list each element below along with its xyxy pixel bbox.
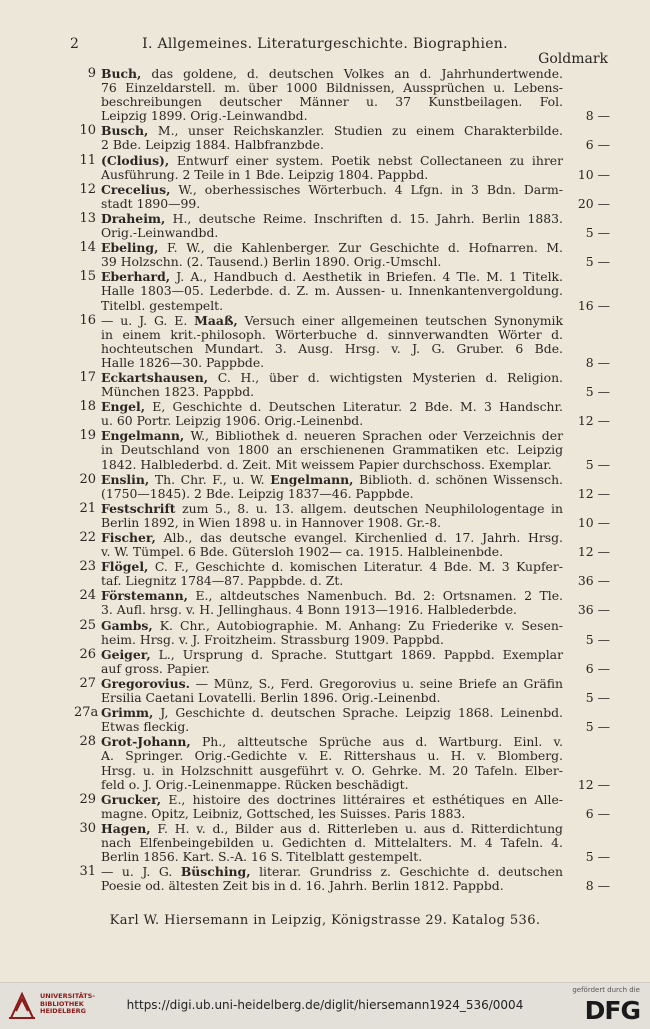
entry-author: Grot-Johann, (101, 734, 191, 750)
catalog-entry (0, 735, 650, 791)
entry-line (101, 385, 563, 399)
entry-line (101, 648, 563, 662)
entry-description: Titelbl. gestempelt. (101, 297, 224, 313)
catalog-entry (0, 619, 650, 647)
catalog-entry (0, 67, 650, 123)
entry-line (101, 138, 563, 152)
viewer-bar (0, 982, 650, 1029)
entry-text (101, 560, 563, 588)
entry-price: 12 — (577, 413, 610, 429)
entry-line (101, 284, 563, 298)
entry-line (101, 328, 563, 342)
entry-line (101, 270, 563, 284)
entry-price: 36 — (577, 602, 610, 618)
entry-line (101, 81, 563, 95)
entry-line (101, 662, 563, 676)
entry-description: 76 Einzeldarstell. m. über 1000 Bildnissen, Aussprüchen u. Lebens- (101, 80, 563, 96)
entry-description: in Deutschland von 1800 an erschienenen Grammatiken etc. Leipzig (101, 442, 563, 458)
entry-description: Alb., das deutsche evangel. Kirchenlied d. 17. Jahrh. Hrsg. (155, 530, 563, 545)
entry-author: Gregorovius. (101, 675, 190, 691)
entry-description: — u. J. G. (101, 864, 181, 880)
entry-line (101, 299, 563, 313)
entry-number: 16 (79, 312, 96, 328)
entry-description: H., deutsche Reime. Inschriften d. 15. Jahrh. Berlin 1883. (165, 210, 563, 226)
entry-price: 36 — (577, 573, 610, 589)
entry-description: Ph., altteutsche Sprüche aus d. Wartburg. Einl. v. (190, 734, 563, 750)
entry-description: v. W. Tümpel. 6 Bde. Gütersloh 1902— ca. 1915. Halbleinenbde. (101, 544, 504, 560)
entry-number: 26 (79, 646, 96, 662)
catalog-entry (0, 241, 650, 269)
entry-description: E., histoire des doctrines littéraires et esthétiques en Alle- (161, 791, 563, 807)
entry-text (101, 241, 563, 269)
running-title: I. Allgemeines. Literaturgeschichte. Biographien. (142, 36, 508, 52)
entry-description: C. H., über d. wichtigsten Mysterien d. Religion. (208, 369, 563, 385)
entry-price: 12 — (577, 544, 610, 560)
entry-description: W., Bibliothek d. neueren Sprachen oder Verzeichnis der (184, 428, 563, 444)
entry-text (101, 314, 563, 370)
entry-author: Geiger, (101, 646, 151, 662)
entry-line (101, 720, 563, 734)
entry-author: Draheim, (101, 210, 166, 226)
entry-description: E., altdeutsches Namenbuch. Bd. 2: Ortsnamen. 2 Tle. (187, 588, 563, 604)
entry-number: 30 (79, 820, 96, 836)
catalog-entry (0, 371, 650, 399)
entry-description: zum 5., 8. u. 13. allgem. deutschen Neuphilologentage in (175, 500, 563, 516)
logo-line-1: UNIVERSITÄTS- (40, 992, 95, 1000)
entry-number: 14 (79, 240, 96, 256)
entry-price: 10 — (577, 166, 610, 182)
entry-description: 39 Holzschn. (2. Tausend.) Berlin 1890. Orig.-Umschl. (101, 254, 442, 270)
entry-number: 24 (79, 588, 96, 604)
entry-author: Festschrift (101, 500, 176, 516)
entry-text (101, 589, 563, 617)
entry-price: 5 — (585, 456, 610, 472)
entry-line (101, 371, 563, 385)
entry-price: 16 — (577, 297, 610, 313)
entry-price: 6 — (585, 137, 610, 153)
entry-number: 12 (79, 181, 96, 197)
entry-description: (1750—1845). 2 Bde. Leipzig 1837—46. Pappbde. (101, 485, 414, 501)
entry-price: 8 — (585, 354, 610, 370)
entry-number: 23 (79, 559, 96, 575)
entry-text (101, 270, 563, 312)
catalog-entry (0, 183, 650, 211)
entry-author: Hagen, (101, 820, 151, 836)
entry-text (101, 735, 563, 791)
entry-line (101, 865, 563, 879)
entry-text (101, 865, 563, 893)
entry-description: L., Ursprung d. Sprache. Stuttgart 1869. Pappbd. Exemplar (150, 646, 563, 662)
entry-line (101, 502, 563, 516)
entry-description: u. 60 Portr. Leipzig 1906. Orig.-Leinenbd. (101, 413, 364, 429)
entry-line (101, 400, 563, 414)
entry-author: Maaß, (194, 312, 238, 328)
entry-description: Ersilia Caetani Lovatelli. Berlin 1896. Orig.-Leinenbd. (101, 690, 441, 706)
entry-description: Ausführung. 2 Teile in 1 Bde. Leipzig 1804. Pappbd. (101, 166, 429, 182)
catalog-entry (0, 429, 650, 471)
entry-line (101, 589, 563, 603)
entry-description: K. Chr., Autobiographie. M. Anhang: Zu Friederike v. Sesen- (152, 617, 563, 633)
entry-line (101, 574, 563, 588)
entry-price: 6 — (585, 805, 610, 821)
entry-line (101, 560, 563, 574)
entry-price: 5 — (585, 631, 610, 647)
entry-line (101, 183, 563, 197)
entry-number: 19 (79, 428, 96, 444)
dfg-logo[interactable]: DFG (584, 996, 640, 1025)
entry-description: taf. Liegnitz 1784—87. Pappbde. d. Zt. (101, 573, 344, 589)
entry-author: Förstemann, (101, 588, 188, 604)
entry-text (101, 677, 563, 705)
catalog-entry (0, 648, 650, 676)
entry-line (101, 212, 563, 226)
entry-author: Engelmann, (270, 471, 354, 487)
entry-line (101, 154, 563, 168)
currency-heading: Goldmark (538, 51, 608, 67)
entry-author: (Clodius), (101, 152, 170, 168)
entry-number: 27a (74, 705, 99, 721)
entry-price: 5 — (585, 254, 610, 270)
entry-text (101, 793, 563, 821)
entry-line (101, 255, 563, 269)
entry-price: 20 — (577, 195, 610, 211)
entry-description: A. Springer. Orig.-Gedichte v. E. Rittershaus u. H. v. Blomberg. (101, 748, 563, 764)
entry-author: Busch, (101, 123, 149, 139)
catalog-entry (0, 677, 650, 705)
publisher-footer: Karl W. Hiersemann in Leipzig, Königstrasse 29. Katalog 536. (109, 913, 541, 928)
entry-description: literar. Grundriss z. Geschichte d. deutschen (250, 864, 563, 880)
entry-line (101, 516, 563, 530)
entry-number: 10 (79, 123, 96, 139)
entry-author: Grucker, (101, 791, 162, 807)
entry-description: in einem krit.-philosoph. Wörterbuche d. sinnverwandten Wörter d. (101, 326, 563, 342)
entry-number: 25 (79, 617, 96, 633)
catalog-entries (0, 67, 650, 894)
entry-description: hochteutschen Mundart. 3. Ausg. Hrsg. v. J. G. Gruber. 6 Bde. (101, 340, 563, 356)
logo-line-2: BIBLIOTHEK (40, 999, 84, 1008)
catalog-entry (0, 589, 650, 617)
entry-description: Entwurf einer system. Poetik nebst Collectaneen zu ihrer (169, 152, 563, 168)
entry-price: 5 — (585, 849, 610, 865)
entry-line (101, 414, 563, 428)
entry-description: nach Elfenbeingebilden u. Gedichten d. Mittelalters. M. 4 Tafeln. 4. (101, 834, 563, 850)
catalog-entry (0, 124, 650, 152)
entry-description: Biblioth. d. schönen Wissensch. (353, 471, 563, 487)
entry-line (101, 67, 563, 81)
entry-number: 9 (87, 66, 96, 81)
entry-line (101, 95, 563, 109)
entry-line (101, 691, 563, 705)
entry-author: Eckartshausen, (101, 369, 209, 385)
entry-author: Flögel, (101, 559, 149, 575)
entry-description: 3. Aufl. hrsg. v. H. Jellinghaus. 4 Bonn 1913—1916. Halblederbde. (101, 602, 517, 618)
entry-line (101, 706, 563, 720)
entry-author: Engel, (101, 399, 146, 415)
entry-author: Fischer, (101, 530, 156, 545)
entry-author: Engelmann, (101, 428, 185, 444)
entry-description: Berlin 1856. Kart. S.-A. 16 S. Titelblatt gestempelt. (101, 849, 423, 865)
entry-text (101, 706, 563, 734)
entry-line (101, 109, 563, 123)
entry-price: 12 — (577, 485, 610, 501)
entry-description: — Münz, S., Ferd. Gregorovius u. seine Briefe an Gräfin (189, 675, 563, 691)
entry-text (101, 154, 563, 182)
entry-description: Versuch einer allgemeinen teutschen Synonymik (237, 312, 563, 328)
entry-line (101, 314, 563, 328)
entry-line (101, 850, 563, 864)
entry-line (101, 342, 563, 356)
catalog-entry (0, 865, 650, 893)
entry-description: das goldene, d. deutschen Volkes an d. Jahrhundertwende. (141, 66, 563, 81)
entry-line (101, 429, 563, 443)
entry-text (101, 183, 563, 211)
entry-line (101, 793, 563, 807)
entry-price: 5 — (585, 225, 610, 241)
entry-line (101, 458, 563, 472)
entry-text (101, 473, 563, 501)
entry-price: 6 — (585, 660, 610, 676)
entry-line (101, 356, 563, 370)
entry-price: 8 — (585, 108, 610, 124)
entry-number: 20 (79, 471, 96, 487)
entry-text (101, 212, 563, 240)
entry-description: C. F., Geschichte d. komischen Literatur. 4 Bde. M. 3 Kupfer- (148, 559, 563, 575)
entry-description: heim. Hrsg. v. J. Froitzheim. Strassburg 1909. Pappbd. (101, 631, 444, 647)
catalog-entry (0, 793, 650, 821)
entry-number: 29 (79, 791, 96, 807)
sponsor-caption: gefördert durch die (572, 986, 640, 994)
entry-text (101, 371, 563, 399)
catalog-entry (0, 706, 650, 734)
entry-text (101, 619, 563, 647)
entry-number: 17 (79, 369, 96, 385)
entry-description: J, Geschichte d. deutschen Sprache. Leipzig 1868. Leinenbd. (153, 705, 563, 721)
catalog-entry (0, 212, 650, 240)
entry-line (101, 545, 563, 559)
entry-line (101, 603, 563, 617)
entry-author: Crecelius, (101, 181, 171, 197)
catalog-entry (0, 822, 650, 864)
entry-author: Buch, (101, 66, 142, 81)
entry-text (101, 124, 563, 152)
catalog-entry (0, 270, 650, 312)
entry-description: magne. Opitz, Leibniz, Gottsched, les Suisses. Paris 1883. (101, 805, 466, 821)
entry-price: 5 — (585, 719, 610, 735)
entry-number: 11 (79, 152, 96, 168)
entry-number: 18 (79, 399, 96, 415)
entry-line (101, 807, 563, 821)
entry-description: Hrsg. u. in Holzschnitt ausgeführt v. O. Gehrke. M. 20 Tafeln. Elber- (101, 762, 563, 778)
entry-line (101, 619, 563, 633)
entry-line (101, 633, 563, 647)
entry-line (101, 443, 563, 457)
entry-author: Ebeling, (101, 240, 159, 256)
entry-description: München 1823. Pappbd. (101, 384, 255, 400)
entry-line (101, 487, 563, 501)
entry-description: 2 Bde. Leipzig 1884. Halbfranzbde. (101, 137, 324, 153)
entry-line (101, 197, 563, 211)
catalog-entry (0, 314, 650, 370)
entry-text (101, 648, 563, 676)
entry-line (101, 778, 563, 792)
catalog-entry (0, 473, 650, 501)
entry-author: Büsching, (180, 864, 251, 880)
entry-line (101, 879, 563, 893)
entry-number: 27 (79, 675, 96, 691)
entry-author: Gambs, (101, 617, 153, 633)
entry-author: Eberhard, (101, 269, 171, 285)
entry-description: F. W., die Kahlenberger. Zur Geschichte d. Hofnarren. M. (158, 240, 563, 256)
entry-description: Th. Chr. F., u. W. (149, 471, 271, 487)
entry-price: 12 — (577, 776, 610, 792)
entry-line (101, 241, 563, 255)
entry-description: auf gross. Papier. (101, 660, 210, 676)
entry-line (101, 836, 563, 850)
entry-text (101, 531, 563, 559)
entry-price: 5 — (585, 384, 610, 400)
logo-line-3: HEIDELBERG (40, 1007, 87, 1015)
entry-description: J. A., Handbuch d. Aesthetik in Briefen. 4 Tle. M. 1 Titelk. (170, 269, 563, 285)
entry-line (101, 531, 563, 545)
entry-description: M., unser Reichskanzler. Studien zu einem Charakterbilde. (148, 123, 563, 139)
entry-number: 22 (79, 530, 96, 545)
entry-description: Orig.-Leinwandbd. (101, 225, 219, 241)
entry-line (101, 124, 563, 138)
entry-number: 15 (79, 269, 96, 285)
entry-number: 31 (79, 864, 96, 880)
entry-description: stadt 1890—99. (101, 195, 201, 211)
entry-description: Berlin 1892, in Wien 1898 u. in Hannover 1908. Gr.-8. (101, 514, 442, 530)
entry-description: W., oberhessisches Wörterbuch. 4 Lfgn. in 3 Bdn. Darm- (170, 181, 563, 197)
entry-line (101, 822, 563, 836)
entry-author: Grimm, (101, 705, 154, 721)
entry-description: feld o. J. Orig.-Leinenmappe. Rücken beschädigt. (101, 776, 409, 792)
entry-line (101, 168, 563, 182)
entry-description: Halle 1803—05. Lederbde. d. Z. m. Aussen- u. Innenkantenvergoldung. (101, 283, 563, 299)
entry-description: E, Geschichte d. Deutschen Literatur. 2 Bde. M. 3 Handschr. (145, 399, 563, 415)
entry-text (101, 400, 563, 428)
page-number: 2 (70, 36, 79, 52)
entry-line (101, 735, 563, 749)
entry-price: 5 — (585, 690, 610, 706)
entry-description: Halle 1826—30. Pappbde. (101, 354, 265, 370)
entry-line (101, 677, 563, 691)
entry-price: 8 — (585, 878, 610, 894)
entry-number: 28 (79, 734, 96, 750)
entry-text (101, 67, 563, 123)
permalink-url[interactable]: https://digi.ub.uni-heidelberg.de/diglit/hiersemann1924_536/0004 (126, 998, 524, 1012)
entry-author: Enslin, (101, 471, 150, 487)
entry-description: F. H. v. d., Bilder aus d. Ritterleben u. aus d. Ritterdichtung (150, 820, 563, 836)
entry-description: — u. J. G. E. (101, 312, 195, 328)
entry-text (101, 822, 563, 864)
entry-price: 10 — (577, 514, 610, 530)
entry-number: 21 (79, 500, 96, 516)
entry-line (101, 749, 563, 763)
entry-number: 13 (79, 210, 96, 226)
entry-line (101, 473, 563, 487)
entry-description: Leipzig 1899. Orig.-Leinwandbd. (101, 108, 308, 124)
entry-description: 1842. Halblederbd. d. Zeit. Mit weissem Papier durchschoss. Exemplar. (101, 456, 552, 472)
catalog-entry (0, 502, 650, 530)
entry-description: Poesie od. ältesten Zeit bis in d. 16. Jahrh. Berlin 1812. Pappbd. (101, 878, 504, 894)
catalog-entry (0, 400, 650, 428)
entry-text (101, 502, 563, 530)
entry-description: Etwas fleckig. (101, 719, 190, 735)
entry-line (101, 226, 563, 240)
catalog-entry (0, 154, 650, 182)
catalog-entry (0, 560, 650, 588)
entry-text (101, 429, 563, 471)
entry-description: beschreibungen deutscher Männer u. 37 Kunstbeilagen. Fol. (101, 94, 563, 110)
catalog-entry (0, 531, 650, 559)
entry-line (101, 764, 563, 778)
